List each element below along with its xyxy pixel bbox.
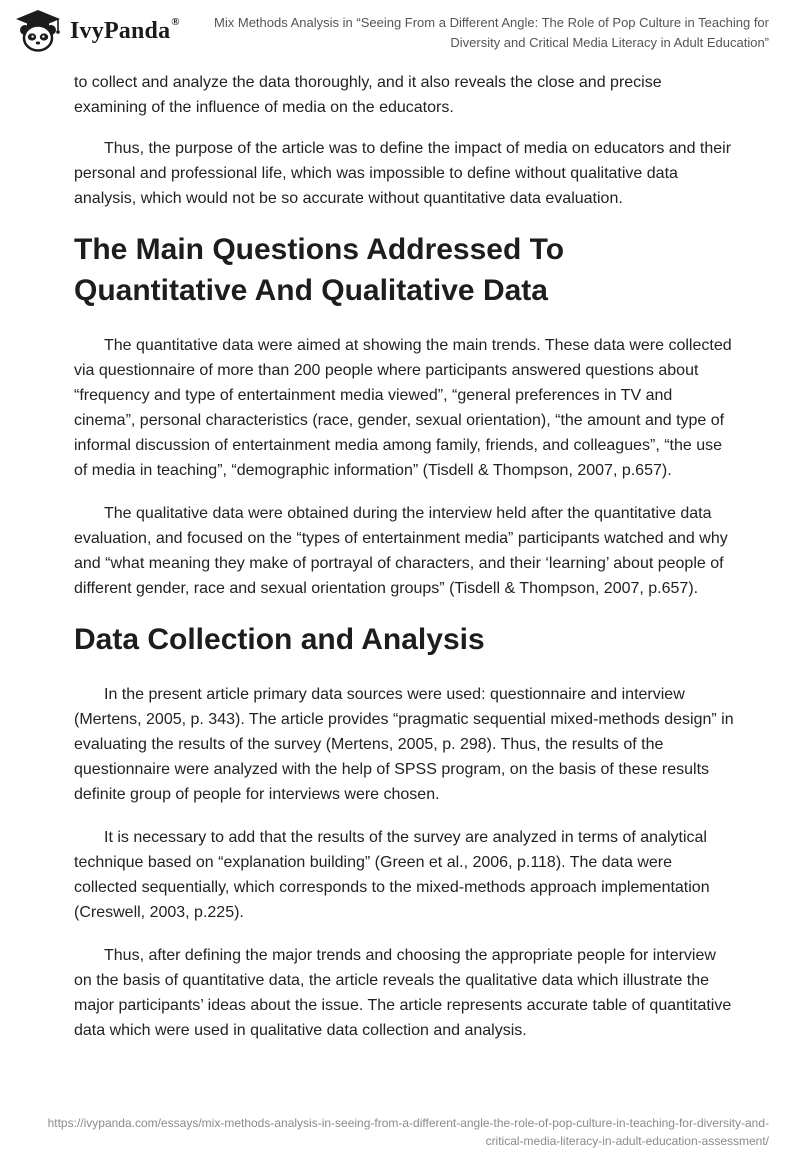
panda-graduate-icon [14,9,62,53]
ivypanda-logo[interactable] [14,9,180,53]
paragraph: The qualitative data were obtained during the interview held after the quantitative data evaluation, and focused on the “types of entertainment media” participants watched and why and “what meaning they make of portrayal of characters, and their ‘learning’ about people of different gender, race and sexual orientation groups” (Tisdell & Thompson, 2007, p.657). [74,505,728,597]
paragraph: It is necessary to add that the results of the survey are analyzed in terms of analytical technique based on “explanation building” (Green et al., 2006, p.118). The data were collected sequentially, which corresponds to the mixed-methods approach implementation (Creswell, 2003, p.225). [74,829,710,921]
paragraph: Thus, after defining the major trends and choosing the appropriate people for interview on the basis of quantitative data, the article reveals the qualitative data which illustrate the major participants’ ideas about the issue. The article represents accurate table of quantitative data which were used in qualitative data collection and analysis. [74,947,732,1039]
section-heading: The Main Questions Addressed To Quantitative And Qualitative Data [74,233,565,307]
paragraph: to collect and analyze the data thoroughly, and it also reveals the close and precise examining of the influence of media on the educators. [74,74,662,116]
paragraph: The quantitative data were aimed at showing the main trends. These data were collected via questionnaire of more than 200 people where participants answered questions about “frequency and type of entertainment media viewed”, “general preferences in TV and cinema”, personal characteristics (race, gender, sexual orientation), “the amount and type of informal discussion of entertainment media among family, friends, and colleagues”, “the use of media in teaching”, “demographic information” (Tisdell & Thompson, 2007, p.657). [74,337,732,479]
paragraph: Thus, the purpose of the article was to define the impact of media on educators and their personal and professional life, which was impossible to define without qualitative data analysis, which would not be so accurate without quantitative data evaluation. [74,140,732,207]
paragraph: In the present article primary data sources were used: questionnaire and interview (Mertens, 2005, p. 343). The article provides “pragmatic sequential mixed-methods design” in evaluating the results of the survey (Mertens, 2005, p. 298). Thus, the results of the questionnaire were analyzed with the help of SPSS program, on the basis of these results definite group of people for interviews were chosen. [74,686,734,803]
section-heading: Data Collection and Analysis [74,623,485,656]
document-title: Mix Methods Analysis in “Seeing From a Different Angle: The Role of Pop Culture in Teaching for Diversity and Critical Media Literacy in Adult Education” [214,15,769,50]
page-header [0,0,800,66]
essay-body [74,70,734,1061]
logo-wordmark: IvyPanda® [70,15,180,44]
source-url[interactable]: https://ivypanda.com/essays/mix-methods-analysis-in-seeing-from-a-different-angle-the-role-of-pop-culture-in-teaching-for-diversity-and-critical-media-literacy-in-adult-education-assessment/ [47,1116,769,1148]
